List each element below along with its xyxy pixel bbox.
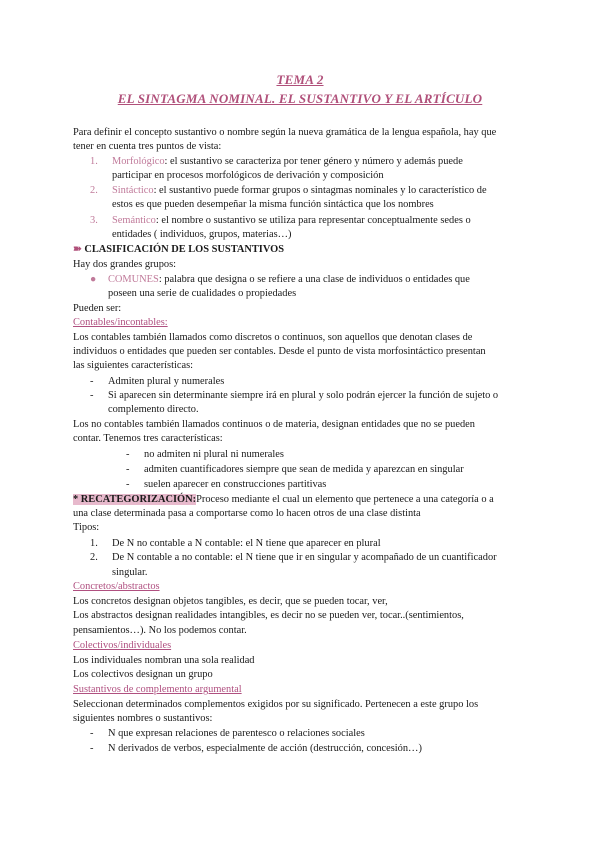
tipos-text: De N contable a no contable: el N tiene que ir en singular y acompañado de un cuantificador bbox=[112, 552, 497, 563]
argumental-heading: Sustantivos de complemento argumental bbox=[73, 684, 242, 695]
concretos-line: Los concretos designan objetos tangibles, es decir, que se pueden tocar, ver, bbox=[73, 596, 388, 607]
dash-item-text: complemento directo. bbox=[108, 404, 199, 415]
colectivos-line: Los colectivos designan un grupo bbox=[73, 669, 213, 680]
comunes-term: COMUNES bbox=[108, 274, 159, 285]
groups-intro: Hay dos grandes grupos: bbox=[73, 259, 177, 270]
dash-item bbox=[90, 742, 422, 756]
concretos-line: Los abstractos designan realidades intangibles, es decir no se pueden ver, tocar..(sentimientos, bbox=[73, 610, 464, 621]
dash-icon: - bbox=[126, 479, 130, 490]
dash-icon: - bbox=[90, 376, 94, 387]
tipos-item bbox=[90, 537, 381, 551]
dash-icon: - bbox=[126, 449, 130, 460]
concretos-heading: Concretos/abstractos bbox=[73, 581, 160, 592]
point-text: : el sustantivo puede formar grupos o sintagmas nominales y lo característico de bbox=[153, 185, 487, 196]
point-text: entidades ( individuos, grupos, materias…) bbox=[112, 229, 292, 240]
comunes-text: poseen una serie de cualidades o propiedades bbox=[108, 288, 297, 299]
dash-icon: - bbox=[90, 728, 94, 739]
colectivos-heading: Colectivos/individuales bbox=[73, 640, 172, 651]
recategorizacion-text: una clase determinada pasa a comportarse como lo hacen otros de una clase distinta bbox=[73, 508, 421, 519]
dash-item bbox=[90, 389, 498, 403]
dash-item bbox=[126, 478, 326, 492]
dash-item bbox=[126, 448, 284, 462]
tipos-text: singular. bbox=[112, 567, 148, 578]
dash-item-text: suelen aparecer en construcciones partitivas bbox=[144, 479, 327, 490]
section-heading bbox=[73, 243, 284, 257]
nocontables-line: Los no contables también llamados continuos o de materia, designan entidades que no se pueden bbox=[73, 419, 475, 430]
argumental-line: siguientes nombres o sustantivos: bbox=[73, 713, 213, 724]
point-item bbox=[90, 155, 463, 169]
recategorizacion-text: Proceso mediante el cual un elemento que pertenece a una categoría o a bbox=[196, 494, 494, 505]
dash-icon: - bbox=[126, 464, 130, 475]
arrow-icon: ➽ bbox=[73, 244, 82, 255]
point-text: estos es que pueden desempeñar la misma función sintáctica que los nombres bbox=[112, 199, 434, 210]
contables-line: las siguientes características: bbox=[73, 360, 194, 371]
argumental-line: Seleccionan determinados complementos exigidos por su significado. Pertenecen a este grupo los bbox=[73, 699, 479, 710]
colectivos-line: Los individuales nombran una sola realidad bbox=[73, 655, 255, 666]
dash-item-text: N que expresan relaciones de parentesco o relaciones sociales bbox=[108, 728, 365, 739]
tipos-number: 1. bbox=[90, 538, 98, 549]
tipos-number: 2. bbox=[90, 552, 98, 563]
pueden-ser: Pueden ser: bbox=[73, 303, 122, 314]
dash-item bbox=[90, 375, 224, 389]
section-title: CLASIFICACIÓN DE LOS SUSTANTIVOS bbox=[84, 244, 284, 255]
tipos-label: Tipos: bbox=[73, 522, 100, 533]
point-number: 3. bbox=[90, 215, 98, 226]
dash-item bbox=[90, 727, 365, 741]
comunes-text: : palabra que designa o se refiere a una clase de individuos o entidades que bbox=[158, 274, 470, 285]
dash-item bbox=[126, 463, 464, 477]
dash-item-text: admiten cuantificadores siempre que sean de medida y aparezcan en singular bbox=[144, 464, 464, 475]
point-item bbox=[90, 214, 471, 228]
recategorizacion-line bbox=[73, 493, 494, 507]
point-text: : el sustantivo se caracteriza por tener género y número y además puede bbox=[164, 156, 463, 167]
point-text: : el nombre o sustantivo se utiliza para representar conceptualmente sedes o bbox=[155, 215, 471, 226]
intro-line: tener en cuenta tres puntos de vista: bbox=[73, 141, 222, 152]
dash-item-text: Admiten plural y numerales bbox=[108, 376, 225, 387]
point-term: Sintáctico bbox=[112, 185, 154, 196]
dash-item-text: no admiten ni plural ni numerales bbox=[144, 449, 284, 460]
contables-line: Los contables también llamados como discretos o continuos, son aquellos que denotan clases de bbox=[73, 332, 473, 343]
tipos-item bbox=[90, 551, 497, 565]
point-number: 2. bbox=[90, 185, 98, 196]
intro-line: Para definir el concepto sustantivo o nombre según la nueva gramática de la lengua española, hay que bbox=[73, 127, 497, 138]
contables-line: individuos o entidades que pueden ser contables. Desde el punto de vista morfosintáctico presentan bbox=[73, 346, 486, 357]
point-term: Semántico bbox=[112, 215, 156, 226]
dash-icon: - bbox=[90, 390, 94, 401]
point-number: 1. bbox=[90, 156, 98, 167]
bullet-icon: ● bbox=[90, 274, 97, 285]
document-title-main: EL SINTAGMA NOMINAL. EL SUSTANTIVO Y EL ARTÍCULO bbox=[117, 91, 483, 106]
dash-icon: - bbox=[90, 743, 94, 754]
dash-item-text: N derivados de verbos, especialmente de acción (destrucción, concesión…) bbox=[108, 743, 422, 754]
recategorizacion-term: * RECATEGORIZACIÓN: bbox=[73, 494, 197, 505]
concretos-line: pensamientos…). No los podemos contar. bbox=[73, 625, 247, 636]
dash-item-text: Si aparecen sin determinante siempre irá en plural y solo podrán ejercer la función de sujeto o bbox=[108, 390, 499, 401]
document-title-tema: TEMA 2 bbox=[276, 72, 324, 87]
point-term: Morfológico bbox=[112, 156, 165, 167]
bullet-item bbox=[90, 273, 470, 287]
nocontables-line: contar. Tenemos tres características: bbox=[73, 433, 223, 444]
contables-heading: Contables/incontables: bbox=[73, 317, 168, 328]
point-text: participar en procesos morfológicos de derivación y composición bbox=[112, 170, 384, 181]
tipos-text: De N no contable a N contable: el N tiene que aparecer en plural bbox=[112, 538, 381, 549]
point-item bbox=[90, 184, 487, 198]
